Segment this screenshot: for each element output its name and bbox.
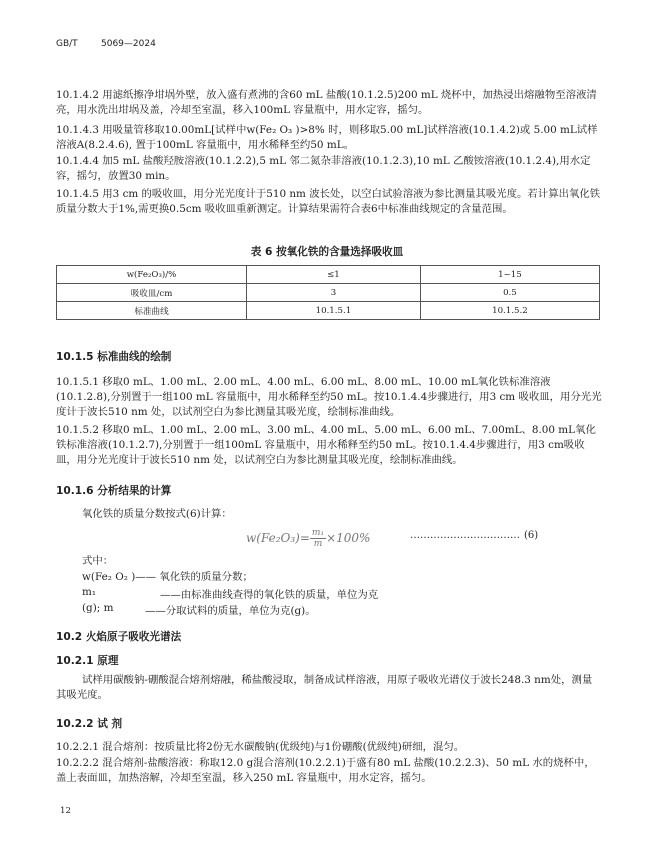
table-row xyxy=(57,266,600,284)
table-cell: 标准曲线 xyxy=(57,302,247,320)
formula-leader-dots: …………………………… xyxy=(410,530,520,541)
formula-lhs: w(Fe₂O₃)= xyxy=(246,531,310,545)
m1-definition: ——由标准曲线查得的氧化铁的质量，单位为克 xyxy=(160,589,379,601)
table-cell: 10.1.5.2 xyxy=(420,302,599,320)
where-label: 式中： xyxy=(82,555,114,567)
table-cell: 3 xyxy=(247,284,421,302)
paragraph-10-2-2-1: 10.2.2.1 混合熔剂：按质量比将2份无水碳酸钠(优级纯)与1份硼酸(优级纯)研细，混匀。 xyxy=(56,741,465,753)
paragraph-10-1-4-2: 10.1.4.2 用滤纸擦净坩埚外壁，放入盛有煮沸的含60 mL 盐酸(10.1.2.5)200 mL 烧杯中，加热浸出熔融物至溶液清亮，用水洗出坩埚及盖，冷却至室温，移入100mL 容量瓶中，用水定容，摇匀。 xyxy=(56,89,597,116)
table-caption: 表 6 按氧化铁的含量选择吸收皿 xyxy=(250,246,404,258)
paragraph-10-1-4-5: 10.1.4.5 用3 cm 的吸收皿，用分光光度计于510 nm 波长处，以空白试验溶液为参比测量其吸光度。若计算出氧化铁质量分数大于1%,需更换0.5cm 吸收皿重新测定。计算结果需符合表6中标准曲线规定的含量范围。 xyxy=(56,188,601,215)
formula-numerator: m₁ xyxy=(311,528,325,538)
section-heading-10-2: 10.2 火焰原子吸收光谱法 xyxy=(56,631,182,643)
cuvette-selection-table xyxy=(56,265,600,320)
section-heading-10-2-1: 10.2.1 原理 xyxy=(56,655,119,667)
table-cell: 吸收皿/cm xyxy=(57,284,247,302)
paragraph-10-1-4-3: 10.1.4.3 用吸量管移取10.00mL[试样中w(Fe₂ O₃ )>8% 时，则移取5.00 mL]试样溶液(10.1.4.2)或 5.00 mL试样溶液A(8.2.4.6), 置于100mL 容量瓶中，用水稀释至约50 mL。 xyxy=(56,124,598,151)
m-symbol: (g); m xyxy=(82,602,114,614)
formula-rhs: ×100% xyxy=(326,531,371,545)
section-heading-10-1-5: 10.1.5 标准曲线的绘制 xyxy=(56,351,172,363)
formula-fraction xyxy=(310,528,326,549)
page-number: 12 xyxy=(60,806,71,816)
header-standard-number: 5069—2024 xyxy=(101,39,156,49)
section-heading-10-1-6: 10.1.6 分析结果的计算 xyxy=(56,485,172,497)
paragraph-10-1-5-2: 10.1.5.2 移取0 mL、1.00 mL、2.00 mL、3.00 mL、4.00 mL、5.00 mL、6.00 mL、7.00mL、8.00 mL氧化铁标准溶液(10.1.2.7),分别置于一组100mL 容量瓶中，用水稀释至约50 mL。按10.1.4.4步骤进行，用3 cm吸收皿，用分光光度计于波长510 nm 处，以试剂空白为参比测量其吸光度，绘制标准曲线。 xyxy=(56,424,596,466)
paragraph-10-2-2-2: 10.2.2.2 混合熔剂-盐酸溶液：称取12.0 g混合溶剂(10.2.2.1)于盛有80 mL 盐酸(10.2.2.3)、50 mL 水的烧杯中，盖上表面皿，加热溶解，冷却至室温，移入250 mL 容量瓶中，用水定容，摇匀。 xyxy=(56,757,595,784)
m1-symbol: m₁ xyxy=(82,586,97,598)
table-cell: w(Fe₂O₃)/% xyxy=(57,266,247,284)
table-cell: 10.1.5.1 xyxy=(247,302,421,320)
table-row xyxy=(57,284,600,302)
paragraph-10-2-1: 试样用碳酸钠-硼酸混合熔剂熔融，稀盐酸浸取，制备成试样溶液，用原子吸收光谱仪于波长248.3 nm处，测量其吸光度。 xyxy=(56,674,593,701)
section-heading-10-2-2: 10.2.2 试 剂 xyxy=(56,718,123,730)
m-definition: ——分取试料的质量，单位为克(g)。 xyxy=(145,605,316,617)
calc-intro: 氧化铁的质量分数按式(6)计算： xyxy=(82,508,232,520)
formula-number: (6) xyxy=(524,530,539,541)
paragraph-10-1-5-1: 10.1.5.1 移取0 mL、1.00 mL、2.00 mL、4.00 mL、6.00 mL、8.00 mL、10.00 mL氧化铁标准溶液(10.1.2.8),分别置于一组100 mL 容量瓶中，用水稀释至约50 mL。按10.1.4.4步骤进行，用3 cm 吸收皿，用分光光度计于波长510 nm 处，以试剂空白为参比测量其吸光度，绘制标准曲线。 xyxy=(56,376,602,418)
formula-denominator: m xyxy=(313,539,323,549)
table-row xyxy=(57,302,600,320)
table-cell: 1~15 xyxy=(420,266,599,284)
table-cell: 0.5 xyxy=(420,284,599,302)
table-cell: ≤1 xyxy=(247,266,421,284)
w-definition: w(Fe₂ O₂ )—— 氧化铁的质量分数； xyxy=(82,571,253,583)
paragraph-10-1-4-4: 10.1.4.4 加5 mL 盐酸羟胺溶液(10.1.2.2),5 mL 邻二氮杂菲溶液(10.1.2.3),10 mL 乙酸铵溶液(10.1.2.4),用水定容，摇匀，放置30 min。 xyxy=(56,155,591,182)
header-standard-code: GB/T xyxy=(56,39,78,49)
formula-6 xyxy=(246,528,370,549)
